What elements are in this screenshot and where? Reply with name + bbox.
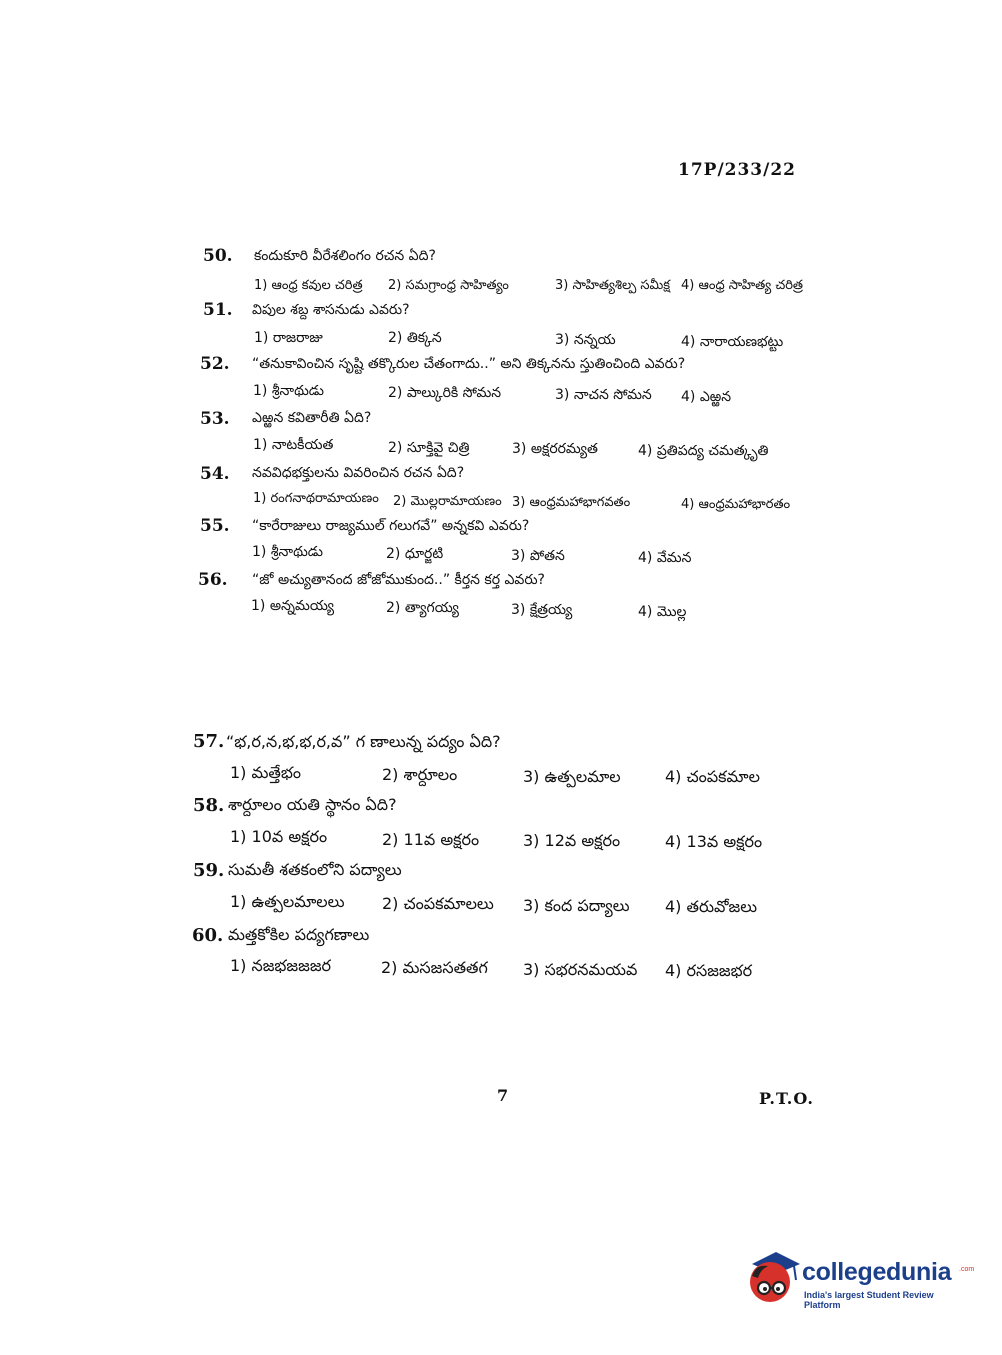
option-2: 2) త్యాగయ్య <box>386 600 459 616</box>
collegedunia-logo <box>742 1248 975 1310</box>
question-text: కందుకూరి వీరేశలింగం రచన ఏది? <box>254 248 436 264</box>
option-4: 4) 13వ అక్షరం <box>665 832 763 851</box>
question-number: 54. <box>200 464 230 484</box>
option-1: 1) శ్రీనాథుడు <box>253 383 324 399</box>
option-2: 2) తిక్కన <box>388 330 442 346</box>
option-3: 3) అక్షరరమ్యత <box>512 441 598 457</box>
please-turn-over: P.T.O. <box>759 1089 814 1108</box>
question-text: “కారేరాజులు రాజ్యముల్ గలుగవే” అన్నకవి ఎవరు? <box>252 518 530 534</box>
question-number: 58. <box>193 795 225 816</box>
option-2: 2) ధూర్జటి <box>386 546 444 562</box>
option-1: 1) 10వ అక్షరం <box>230 827 328 846</box>
option-1: 1) ఆంధ్ర కవుల చరిత్ర <box>254 278 363 293</box>
option-3: 3) పోతన <box>511 548 565 564</box>
logo-domain-suffix: .com <box>959 1266 975 1273</box>
option-1: 1) నజభజజజర <box>230 956 332 975</box>
option-1: 1) రాజరాజు <box>254 330 323 346</box>
option-2: 2) 11వ అక్షరం <box>382 830 480 849</box>
logo-wordmark: collegedunia <box>802 1258 952 1286</box>
option-2: 2) పాల్కురికి సోమన <box>388 385 502 401</box>
option-4: 4) ప్రతిపద్య చమత్కృతి <box>638 443 769 459</box>
option-4: 4) నారాయణభట్టు <box>681 334 784 350</box>
option-1: 1) శ్రీనాథుడు <box>252 544 323 560</box>
option-2: 2) సమగ్రాంధ్ర సాహిత్యం <box>388 278 509 293</box>
question-number: 57. <box>193 731 225 752</box>
question-text: “జో అచ్యుతానంద జోజోముకుంద..” కీర్తన కర్త ఎవరు? <box>252 572 545 588</box>
question-text: “తనుకావించిన సృష్టి తక్కొరుల చేతంగాదు..” అని తిక్కనను స్తుతించింది ఎవరు? <box>252 356 686 372</box>
logo-tagline: India's largest Student Review Platform <box>804 1290 934 1310</box>
option-2: 2) సూక్తివై చిత్రి <box>388 440 470 456</box>
question-text: ఎఱ్ఱన కవితారీతి ఏది? <box>252 410 372 426</box>
option-1: 1) రంగనాథరామాయణం <box>253 491 379 506</box>
question-text: “భ,ర,న,భ,భ,ర,వ” గ ణాలున్న పద్యం ఏది? <box>226 732 501 751</box>
option-3: 3) సభరనమయవ <box>523 960 638 979</box>
question-text: శార్దూలం యతి స్థానం ఏది? <box>228 795 397 814</box>
question-number: 50. <box>203 246 233 266</box>
question-number: 59. <box>193 860 225 881</box>
question-number: 56. <box>198 570 228 590</box>
paper-code: 17P/233/22 <box>678 160 797 180</box>
option-2: 2) శార్దూలం <box>382 765 458 784</box>
option-4: 4) ఆంధ్ర సాహిత్య చరిత్ర <box>681 278 804 293</box>
option-4: 4) తరువోజలు <box>665 897 758 916</box>
question-number: 55. <box>200 516 230 536</box>
question-text: మత్తకోకిల పద్యగణాలు <box>228 925 370 944</box>
option-4: 4) మొల్ల <box>638 604 687 620</box>
option-2: 2) మసజసతతగ <box>381 958 488 977</box>
option-4: 4) వేమన <box>638 550 692 566</box>
option-3: 3) నాచన సోమన <box>555 387 652 403</box>
question-number: 60. <box>192 925 224 946</box>
option-1: 1) నాటకీయత <box>253 437 334 453</box>
question-text: నవవిధభక్తులను వివరించిన రచన ఏది? <box>252 465 465 481</box>
option-3: 3) కంద పద్యాలు <box>523 896 630 915</box>
mascot-icon <box>742 1248 804 1310</box>
option-2: 2) మొల్లరామాయణం <box>393 494 502 509</box>
option-4: 4) ఎఱ్ఱన <box>681 389 732 405</box>
question-number: 52. <box>200 354 230 374</box>
option-1: 1) అన్నమయ్య <box>251 598 335 614</box>
option-2: 2) చంపకమాలలు <box>382 894 494 913</box>
option-3: 3) నన్నయ <box>555 332 616 348</box>
option-4: 4) ఆంధ్రమహాభారతం <box>681 497 791 512</box>
option-3: 3) ఆంధ్రమహాభాగవతం <box>512 495 631 510</box>
option-3: 3) సాహిత్యశిల్ప సమీక్ష <box>555 278 671 293</box>
question-text: సుమతీ శతకంలోని పద్యాలు <box>228 860 402 879</box>
option-4: 4) రసజజభర <box>665 961 753 980</box>
page-number: 7 <box>497 1086 509 1105</box>
option-1: 1) ఉత్పలమాలలు <box>230 892 345 911</box>
option-1: 1) మత్తేభం <box>230 763 301 782</box>
question-text: విపుల శబ్ద శాసనుడు ఎవరు? <box>252 302 410 318</box>
option-3: 3) క్షేత్రయ్య <box>511 602 573 618</box>
option-4: 4) చంపకమాల <box>665 767 760 786</box>
option-3: 3) ఉత్పలమాల <box>523 767 621 786</box>
question-number: 53. <box>200 409 230 429</box>
question-number: 51. <box>203 300 233 320</box>
option-3: 3) 12వ అక్షరం <box>523 831 621 850</box>
